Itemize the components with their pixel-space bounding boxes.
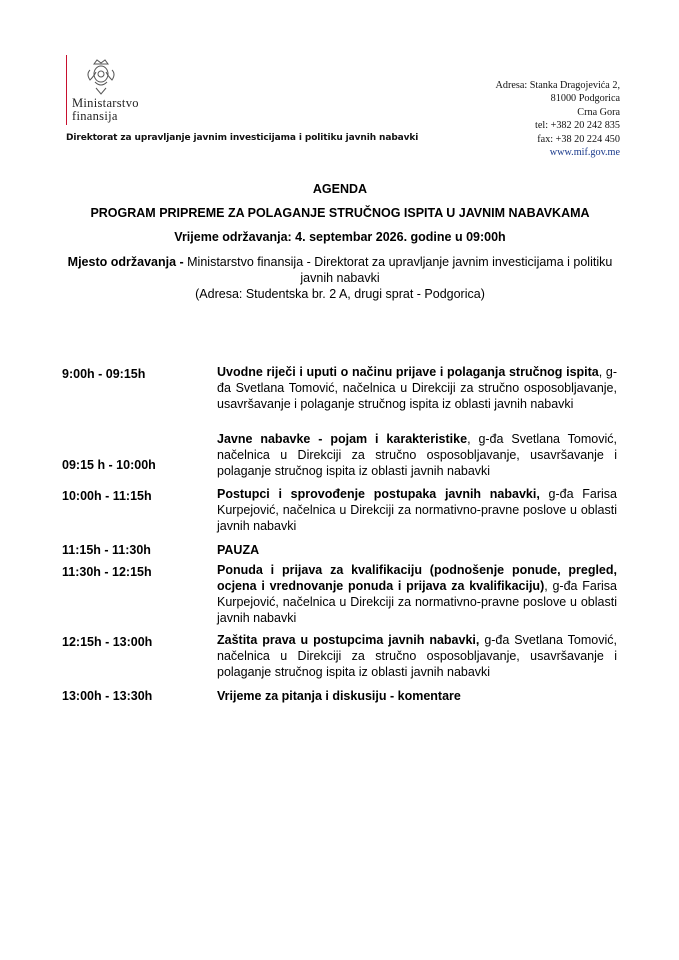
schedule-desc: , g-đa Farisa Kurpejović, načelnica u Direkciji za normativno-pravne poslove u oblasti javnih nabavki (217, 579, 617, 625)
schedule-time: 9:00h - 09:15h (62, 367, 146, 381)
coat-of-arms-icon (84, 58, 118, 96)
schedule-title: Vrijeme za pitanja i diskusiju - komentare (217, 689, 461, 703)
program-heading: PROGRAM PRIPREME ZA POLAGANJE STRUČNOG ISPITA U JAVNIM NABAVKAMA (90, 206, 590, 220)
schedule-desc: , g-đa Svetlana Tomović, načelnica u Direkciji za stručno osposobljavanje, usavršavanje i polaganje stručnog ispita iz oblasti javnih nabavki (217, 365, 617, 411)
schedule-time: 13:00h - 13:30h (62, 689, 153, 703)
schedule-time: 11:30h - 12:15h (62, 565, 152, 579)
fax-line: fax: +38 20 224 450 (537, 133, 620, 145)
schedule-title: PAUZA (217, 543, 260, 557)
schedule-time: 12:15h - 13:00h (62, 635, 153, 649)
schedule-title: Postupci i sprovođenje postupaka javnih nabavki, (217, 487, 540, 501)
schedule-desc: , g-đa Svetlana Tomović, načelnica u Direkciji za stručno osposobljavanje, usavršavanje i polaganje stručnog ispita iz oblasti javnih nabavki (217, 432, 617, 478)
ministry-line2: finansija (72, 109, 118, 123)
address-line: Crna Gora (577, 106, 620, 118)
schedule-title: Zaštita prava u postupcima javnih nabavki, (217, 633, 480, 647)
address-line: Adresa: Stanka Dragojevića 2, (495, 80, 620, 91)
schedule-desc: g-đa Farisa Kurpejović, načelnica u Direkciji za normativno-pravne poslove u oblasti javnih nabavki (217, 487, 617, 533)
schedule-time: 09:15 h - 10:00h (62, 458, 156, 472)
ministry-line1: Ministarstvo (72, 96, 139, 110)
schedule-time: 11:15h - 11:30h (62, 543, 151, 557)
contact-address (420, 79, 620, 159)
schedule-item (217, 486, 617, 534)
schedule-item (217, 542, 617, 558)
address-line: 81000 Podgorica (550, 93, 620, 105)
website-link[interactable]: www.mif.gov.me (549, 147, 620, 159)
ministry-name (72, 97, 139, 123)
directorate-name: Direktorat za upravljanje javnim investicijama i politiku javnih nabavki (66, 133, 419, 143)
schedule-title: Ponuda i prijava za kvalifikaciju (podnošenje ponude, pregled, ocjena i vrednovanje ponuda i prijava za kvalifikaciju) (217, 563, 617, 593)
schedule-item (217, 632, 617, 680)
title-block (40, 182, 640, 244)
venue-text: Ministarstvo finansija - Direktorat za upravljanje javnim investicijama i politiku javnih nabavki (183, 255, 613, 285)
venue (62, 254, 618, 302)
logo-accent-line (66, 55, 67, 125)
schedule-title: Uvodne riječi i uputi o načinu prijave i polaganja stručnog ispita (217, 365, 599, 379)
schedule-time: 10:00h - 11:15h (62, 489, 152, 503)
phone-line: tel: +382 20 242 835 (535, 120, 620, 132)
schedule-item (217, 562, 617, 626)
schedule-item (217, 431, 617, 479)
event-time: Vrijeme održavanja: 4. septembar 2026. godine u 09:00h (174, 230, 506, 244)
venue-address: (Adresa: Studentska br. 2 A, drugi sprat - Podgorica) (195, 287, 485, 301)
schedule-title: Javne nabavke - pojam i karakteristike (217, 432, 468, 446)
schedule-desc: g-đa Svetlana Tomović, načelnica u Direkciji za stručno osposobljavanje, usavršavanje i polaganje stručnog ispita iz oblasti javnih nabavki (217, 633, 617, 679)
schedule-item (217, 688, 617, 704)
venue-label: Mjesto održavanja - (67, 255, 184, 269)
schedule-item (217, 364, 617, 412)
agenda-heading: AGENDA (312, 182, 368, 196)
